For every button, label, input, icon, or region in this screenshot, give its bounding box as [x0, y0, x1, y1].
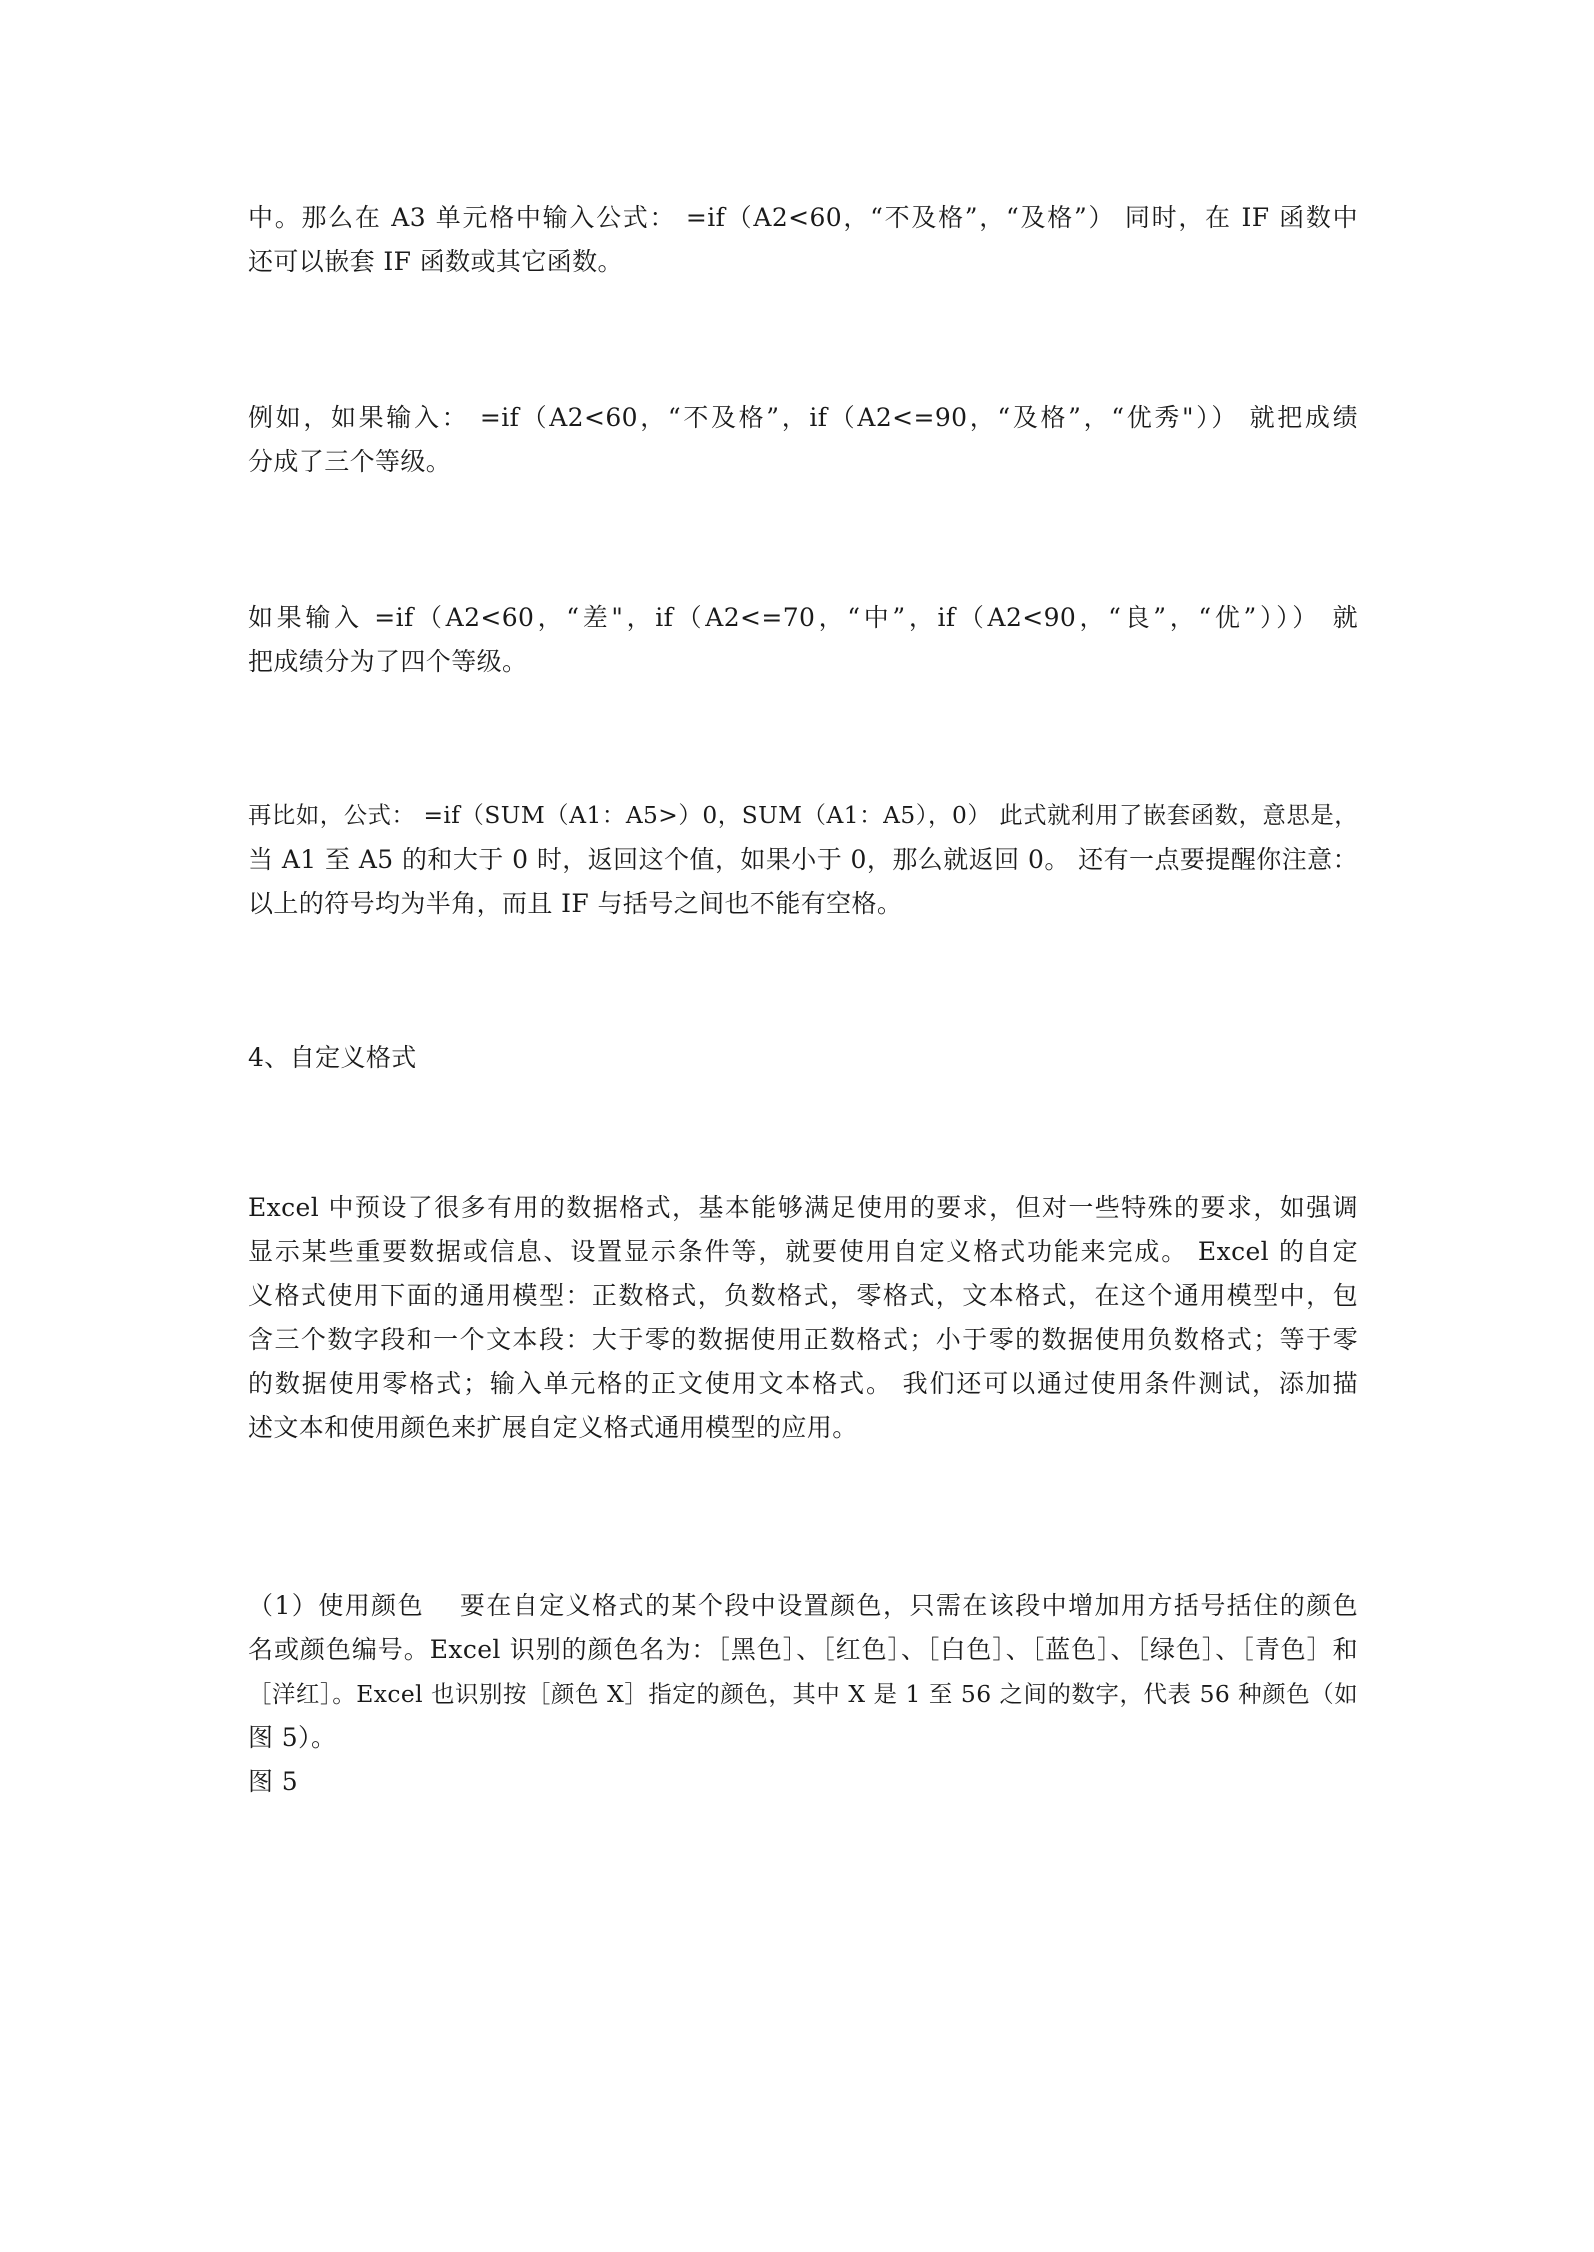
figure-label [248, 1760, 1358, 1804]
text-line: （1）使用颜色 要在自定义格式的某个段中设置颜色，只需在该段中增加用方括号括住的颜色 [248, 1591, 1358, 1620]
text-line: ［洋红］。Excel 也识别按［颜色 X］指定的颜色，其中 X 是 1 至 56 之间的数字，代表 56 种颜色（如 [248, 1680, 1358, 1708]
paragraph-if-sum-example [248, 794, 1358, 926]
text-line: 显示某些重要数据或信息、设置显示条件等，就要使用自定义格式功能来完成。 Excel 的自定 [248, 1237, 1358, 1266]
text-line: 把成绩分为了四个等级。 [248, 647, 528, 676]
text-line: 再比如，公式： =if（SUM（A1：A5>）0，SUM（A1：A5），0） 此式就利用了嵌套函数，意思是， [248, 802, 1358, 829]
text-line: 分成了三个等级。 [248, 447, 452, 476]
text-line: 如果输入 =if（A2<60，“差"，if（A2<=70，“中”，if（A2<90，“良”，“优”））） 就 [248, 603, 1358, 632]
paragraph-if-example-three-levels [248, 396, 1358, 484]
text-line: 当 A1 至 A5 的和大于 0 时，返回这个值，如果小于 0，那么就返回 0。 还有一点要提醒你注意： [248, 845, 1358, 874]
paragraph-if-intro [248, 196, 1358, 284]
text-line: 还可以嵌套 IF 函数或其它函数。 [248, 247, 623, 276]
paragraph-use-color [248, 1584, 1358, 1760]
text-line: 名或颜色编号。Excel 识别的颜色名为：［黑色］、［红色］、［白色］、［蓝色］、［绿色］、［青色］和 [248, 1635, 1358, 1664]
section-heading [248, 1036, 1358, 1080]
text-line: 的数据使用零格式；输入单元格的正文使用文本格式。 我们还可以通过使用条件测试，添加描 [248, 1369, 1358, 1398]
text-line: 以上的符号均为半角，而且 IF 与括号之间也不能有空格。 [248, 889, 903, 918]
paragraph-custom-format-intro [248, 1186, 1358, 1450]
text-line: 述文本和使用颜色来扩展自定义格式通用模型的应用。 [248, 1413, 858, 1442]
heading-text: 4、自定义格式 [248, 1043, 417, 1072]
text-line: 图 5）。 [248, 1723, 337, 1752]
text-line: 中。那么在 A3 单元格中输入公式： =if（A2<60，“不及格”，“及格”） 同时，在 IF 函数中 [248, 203, 1358, 232]
text-line: 含三个数字段和一个文本段：大于零的数据使用正数格式；小于零的数据使用负数格式；等于零 [248, 1325, 1358, 1354]
text-line: 例如，如果输入： =if（A2<60，“不及格”，if（A2<=90，“及格”，“优秀"）） 就把成绩 [248, 403, 1358, 432]
paragraph-if-example-four-levels [248, 596, 1358, 684]
text-line: Excel 中预设了很多有用的数据格式，基本能够满足使用的要求，但对一些特殊的要求，如强调 [248, 1193, 1358, 1222]
text-line: 义格式使用下面的通用模型：正数格式，负数格式，零格式，文本格式，在这个通用模型中，包 [248, 1281, 1358, 1310]
figure-caption-text: 图 5 [248, 1767, 299, 1796]
